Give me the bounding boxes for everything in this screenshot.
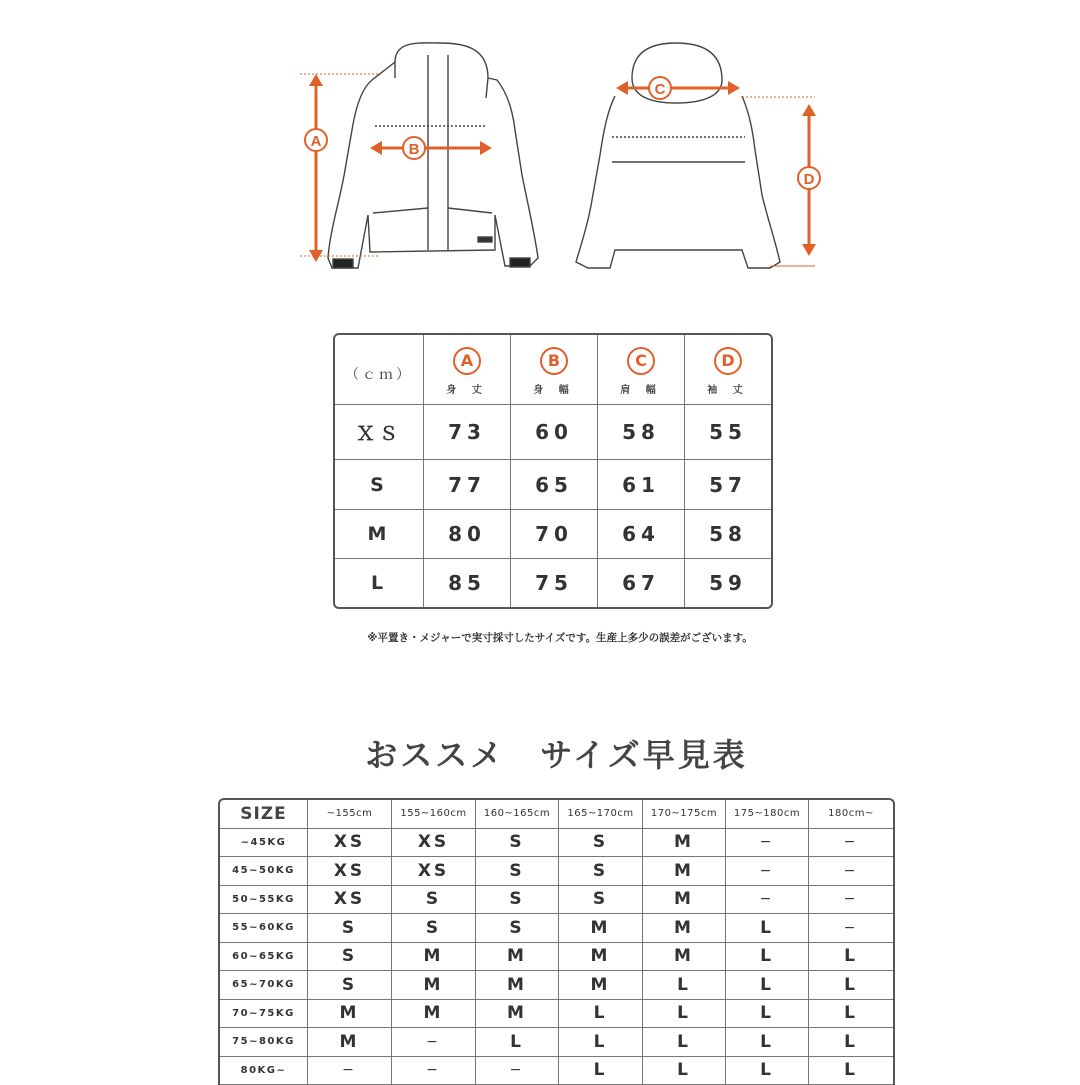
front-jacket-drawing	[328, 43, 538, 268]
recommendation-body	[220, 800, 893, 1085]
size-cell: L	[809, 943, 893, 972]
weight-row-header: 55~60KG	[220, 914, 308, 943]
size-cell: M	[392, 943, 476, 972]
value-cell: 67	[598, 559, 685, 607]
size-cell: M	[308, 1028, 392, 1057]
value-cell: 70	[511, 510, 598, 560]
circle-b-icon: B	[540, 347, 568, 375]
size-cell: XS	[392, 857, 476, 886]
circle-d-icon: D	[714, 347, 742, 375]
size-cell: L	[726, 971, 809, 1000]
size-cell: S	[559, 857, 643, 886]
value-cell: 60	[511, 405, 598, 460]
size-cell: M	[643, 829, 726, 858]
height-column-header: ~155cm	[308, 800, 392, 829]
value-cell: 75	[511, 559, 598, 607]
size-cell: L	[643, 1057, 726, 1085]
value-cell: 77	[424, 460, 511, 510]
value-cell: 57	[685, 460, 771, 510]
size-cell: −	[392, 1057, 476, 1085]
size-cell: S	[392, 914, 476, 943]
size-cell: L	[643, 1028, 726, 1057]
svg-text:A: A	[311, 133, 322, 150]
size-cell: M	[643, 857, 726, 886]
column-d-header	[685, 335, 771, 405]
size-cell: S	[559, 829, 643, 858]
circle-c-icon: C	[627, 347, 655, 375]
size-cell: L	[643, 1000, 726, 1029]
size-cell: XS	[308, 857, 392, 886]
size-cell: L	[643, 971, 726, 1000]
size-cell: −	[809, 829, 893, 858]
size-cell: L	[559, 1057, 643, 1085]
measurement-row-l	[335, 559, 771, 607]
recommendation-row	[220, 829, 893, 858]
weight-row-header: 45~50KG	[220, 857, 308, 886]
size-cell: L	[726, 943, 809, 972]
recommendation-row	[220, 1057, 893, 1085]
height-column-header: 175~180cm	[726, 800, 809, 829]
size-label: L	[335, 559, 424, 607]
measurement-header-row	[335, 335, 771, 405]
size-label: M	[335, 510, 424, 560]
size-cell: S	[308, 971, 392, 1000]
size-cell: S	[559, 886, 643, 915]
measurement-row-s	[335, 460, 771, 510]
size-cell: −	[726, 857, 809, 886]
size-cell: XS	[308, 829, 392, 858]
size-cell: −	[809, 914, 893, 943]
recommendation-row	[220, 1028, 893, 1057]
size-label: S	[335, 460, 424, 510]
value-cell: 59	[685, 559, 771, 607]
recommendation-row	[220, 971, 893, 1000]
measurement-guides	[300, 74, 816, 266]
column-d-label: 袖 丈	[685, 381, 771, 396]
size-cell: −	[809, 886, 893, 915]
size-cell: XS	[392, 829, 476, 858]
back-jacket-drawing	[576, 43, 780, 268]
size-cell: −	[809, 857, 893, 886]
value-cell: 58	[598, 405, 685, 460]
svg-text:D: D	[804, 171, 815, 188]
recommendation-header-row	[220, 800, 893, 829]
size-cell: L	[809, 1000, 893, 1029]
size-cell: −	[308, 1057, 392, 1085]
size-cell: L	[726, 1000, 809, 1029]
size-cell: S	[308, 914, 392, 943]
value-cell: 80	[424, 510, 511, 560]
size-cell: L	[809, 971, 893, 1000]
value-cell: 55	[685, 405, 771, 460]
size-cell: L	[809, 1057, 893, 1085]
size-cell: −	[726, 886, 809, 915]
height-column-header: 165~170cm	[559, 800, 643, 829]
column-b-header	[511, 335, 598, 405]
size-cell: M	[392, 971, 476, 1000]
size-cell: −	[392, 1028, 476, 1057]
size-cell: S	[476, 829, 559, 858]
value-cell: 85	[424, 559, 511, 607]
weight-row-header: 60~65KG	[220, 943, 308, 972]
size-cell: M	[643, 886, 726, 915]
size-cell: S	[476, 857, 559, 886]
unit-label: （ｃｍ）	[335, 335, 424, 405]
size-corner-label: SIZE	[220, 800, 308, 829]
weight-row-header: 65~70KG	[220, 971, 308, 1000]
size-cell: M	[643, 943, 726, 972]
size-cell: S	[308, 943, 392, 972]
size-cell: M	[476, 943, 559, 972]
size-cell: M	[392, 1000, 476, 1029]
label-b	[403, 137, 425, 159]
jacket-measurement-diagram	[0, 0, 1080, 300]
svg-text:B: B	[409, 141, 420, 158]
height-column-header: 180cm~	[809, 800, 893, 829]
column-c-header	[598, 335, 685, 405]
size-cell: M	[476, 971, 559, 1000]
weight-row-header: 70~75KG	[220, 1000, 308, 1029]
value-cell: 65	[511, 460, 598, 510]
size-recommendation-table	[218, 798, 895, 1085]
height-column-header: 170~175cm	[643, 800, 726, 829]
size-cell: S	[392, 886, 476, 915]
label-c	[649, 77, 671, 99]
size-cell: L	[726, 1057, 809, 1085]
size-cell: M	[559, 914, 643, 943]
label-a	[305, 129, 327, 151]
weight-row-header: 50~55KG	[220, 886, 308, 915]
weight-row-header: ~45KG	[220, 829, 308, 858]
value-cell: 58	[685, 510, 771, 560]
column-c-label: 肩 幅	[598, 381, 684, 396]
measurement-note: ※平置き・メジャーで実寸採寸したサイズです。生産上多少の誤差がございます。	[320, 630, 800, 645]
circle-a-icon: A	[453, 347, 481, 375]
value-cell: 61	[598, 460, 685, 510]
size-cell: −	[726, 829, 809, 858]
size-cell: L	[476, 1028, 559, 1057]
column-a-label: 身 丈	[424, 381, 510, 396]
size-label: ＸＳ	[335, 405, 424, 460]
value-cell: 64	[598, 510, 685, 560]
recommendation-row	[220, 886, 893, 915]
recommendation-row	[220, 857, 893, 886]
recommendation-row	[220, 943, 893, 972]
size-cell: M	[308, 1000, 392, 1029]
size-cell: L	[809, 1028, 893, 1057]
size-cell: XS	[308, 886, 392, 915]
column-b-label: 身 幅	[511, 381, 597, 396]
weight-row-header: 75~80KG	[220, 1028, 308, 1057]
column-a-header	[424, 335, 511, 405]
size-cell: L	[726, 914, 809, 943]
label-d	[798, 167, 820, 189]
weight-row-header: 80KG~	[220, 1057, 308, 1085]
measurement-row-xs	[335, 405, 771, 460]
size-cell: −	[476, 1057, 559, 1085]
size-cell: M	[476, 1000, 559, 1029]
size-cell: M	[643, 914, 726, 943]
svg-text:C: C	[655, 81, 666, 98]
recommendation-row	[220, 914, 893, 943]
value-cell: 73	[424, 405, 511, 460]
measurement-table	[333, 333, 773, 609]
recommend-title: おススメ サイズ早見表	[0, 730, 1080, 776]
height-column-header: 160~165cm	[476, 800, 559, 829]
size-cell: S	[476, 886, 559, 915]
size-cell: L	[559, 1028, 643, 1057]
recommendation-row	[220, 1000, 893, 1029]
size-cell: M	[559, 943, 643, 972]
size-cell: L	[559, 1000, 643, 1029]
size-cell: L	[726, 1028, 809, 1057]
measurement-row-m	[335, 510, 771, 560]
size-cell: S	[476, 914, 559, 943]
height-column-header: 155~160cm	[392, 800, 476, 829]
size-cell: M	[559, 971, 643, 1000]
